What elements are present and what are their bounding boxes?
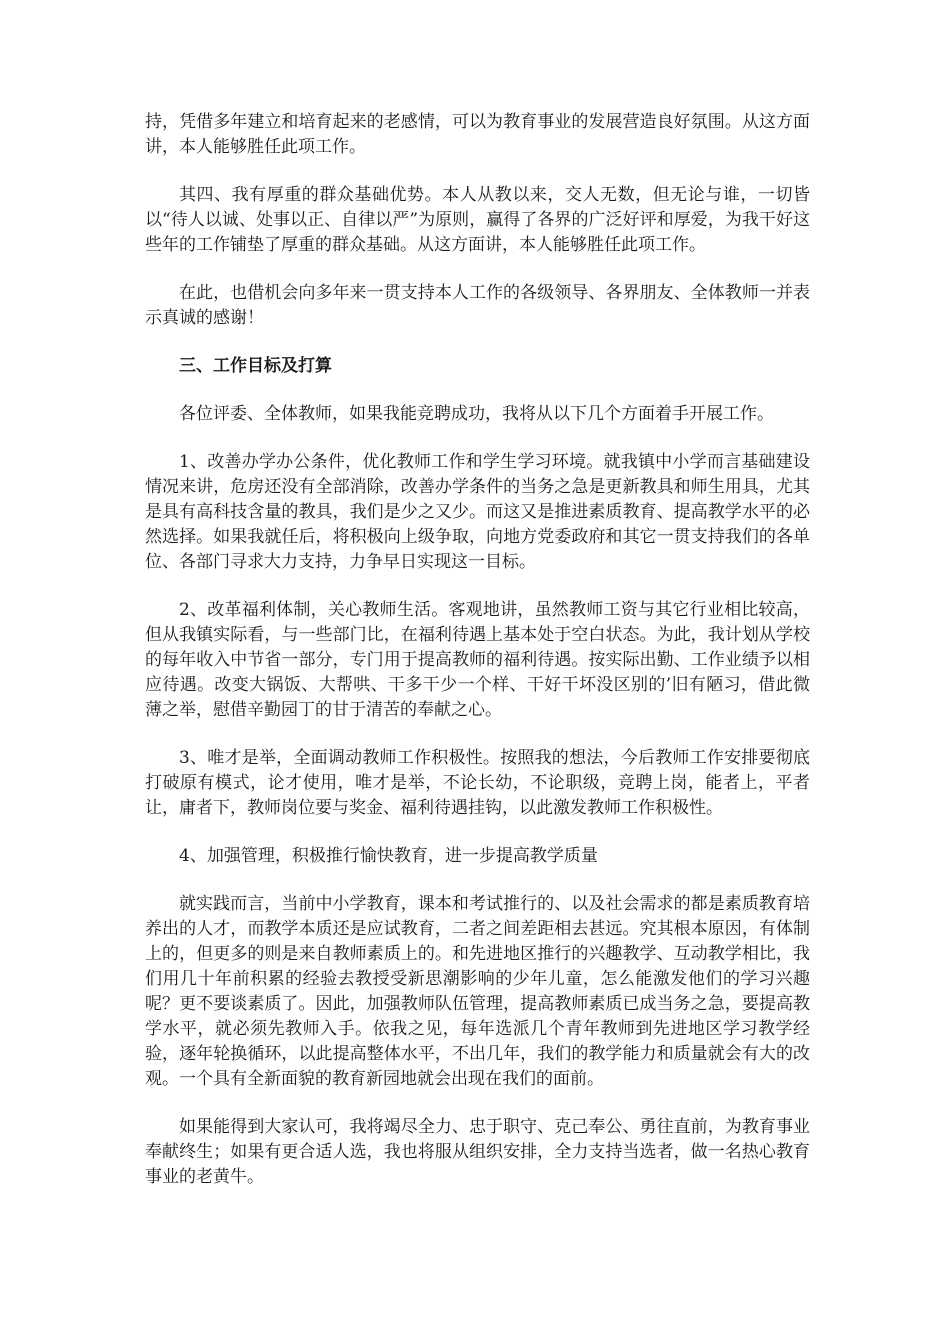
paragraph-6: 2、改革福利体制，关心教师生活。客观地讲，虽然教师工资与其它行业相比较高，但从我镇实际看，与一些部门比，在福利待遇上基本处于空白状态。为此，我计划从学校的每年收入中节省一部分，专门用于提高教师的福利待遇。按实际出勤、工作业绩予以相应待遇。改变大锅饭、大帮哄、干多干少一个样、干好干坏没区别的’旧有陋习，借此微薄之举，慰借辛勤园丁的甘于清苦的奉献之心。 — [145, 600, 810, 720]
paragraph-7: 3、唯才是举，全面调动教师工作积极性。按照我的想法，今后教师工作安排要彻底打破原有模式，论才使用，唯才是举，不论长幼，不论职级，竞聘上岗，能者上，平者让，庸者下，教师岗位要与奖金、福利待遇挂钩，以此激发教师工作积极性。 — [145, 748, 810, 818]
paragraph-2: 其四、我有厚重的群众基础优势。本人从教以来，交人无数，但无论与谁，一切皆以“待人以诚、处事以正、自律以严”为原则，赢得了各界的广泛好评和厚爱，为我干好这些年的工作铺垫了厚重的群众基础。从这方面讲，本人能够胜任此项工作。 — [145, 185, 810, 255]
paragraph-5: 1、改善办学办公条件，优化教师工作和学生学习环境。就我镇中小学而言基础建设情况来讲，危房还没有全部消除，改善办学条件的当务之急是更新教具和师生用具，尤其是具有高科技含量的教具，我们是少之又少。而这又是推进素质教育、提高教学水平的必然选择。如果我就任后，将积极向上级争取，向地方党委政府和其它一贯支持我们的各单位、各部门寻求大力支持，力争早日实现这一目标。 — [145, 452, 810, 572]
section-heading: 三、工作目标及打算 — [179, 356, 332, 376]
paragraph-9: 就实践而言，当前中小学教育，课本和考试推行的、以及社会需求的都是素质教育培养出的人才，而教学本质还是应试教育，二者之间差距相去甚远。究其根本原因，有体制上的，但更多的则是来自教师素质上的。和先进地区推行的兴趣教学、互动教学相比，我们用几十年前积累的经验去教授受新思潮影响的少年儿童，怎么能激发他们的学习兴趣呢？更不要谈素质了。因此，加强教师队伍管理，提高教师素质已成当务之急，要提高教学水平，就必须先教师入手。依我之见，每年选派几个青年教师到先进地区学习教学经验，逐年轮换循环，以此提高整体水平，不出几年，我们的教学能力和质量就会有大的改观。一个具有全新面貌的教育新园地就会出现在我们的面前。 — [145, 894, 810, 1089]
document-page — [145, 110, 810, 1213]
paragraph-10: 如果能得到大家认可，我将竭尽全力、忠于职守、克己奉公、勇往直前，为教育事业奉献终生；如果有更合适人选，我也将服从组织安排，全力支持当选者，做一名热心教育事业的老黄牛。 — [145, 1117, 810, 1187]
paragraph-3: 在此，也借机会向多年来一贯支持本人工作的各级领导、各界朋友、全体教师一并表示真诚的感谢！ — [145, 283, 810, 328]
paragraph-4: 各位评委、全体教师，如果我能竞聘成功，我将从以下几个方面着手开展工作。 — [179, 404, 774, 424]
paragraph-1: 持，凭借多年建立和培育起来的老感情，可以为教育事业的发展营造良好氛围。从这方面讲，本人能够胜任此项工作。 — [145, 112, 810, 157]
paragraph-8: 4、加强管理，积极推行愉快教育，进一步提高教学质量 — [179, 846, 598, 866]
